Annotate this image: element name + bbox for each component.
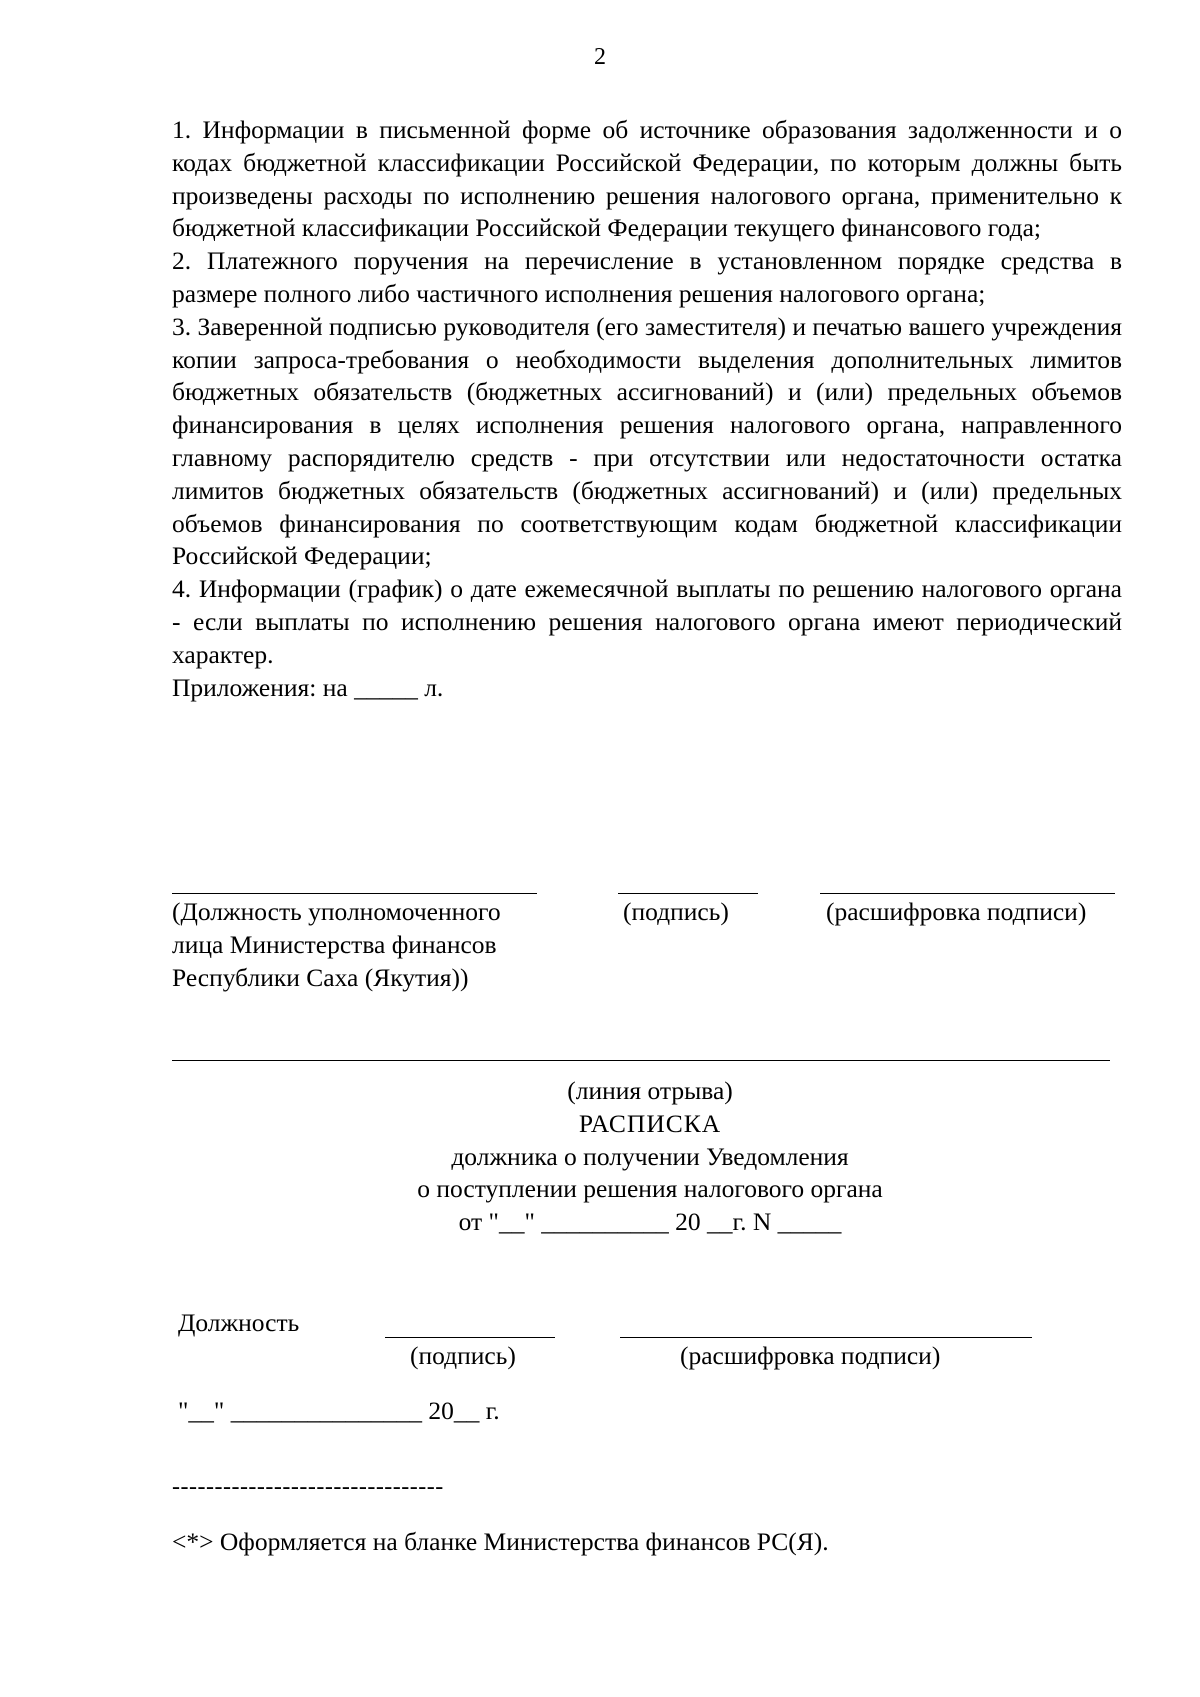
receipt-title: РАСПИСКА [578, 1108, 722, 1138]
position-label: Должность [178, 1308, 300, 1337]
position-caption: (Должность уполномоченного лица Министерства финансов Республики Саха (Якутия)) [172, 897, 501, 992]
receipt-block [0, 1075, 1200, 1239]
list-item-4: 4. Информации (график) о дате ежемесячной выплаты по решению налогового органа - если выплаты по исполнению решения налогового органа имеют периодический характер. [172, 574, 1122, 669]
signature-caption: (подпись) [623, 897, 729, 926]
decoding-signature-line [820, 893, 1115, 894]
footnote-separator: -------------------------------- [172, 1474, 444, 1500]
receipt-date-line-2: "__" _______________ 20__ г. [178, 1396, 500, 1425]
list-item-1: 1. Информации в письменной форме об источнике образования задолженности и о кодах бюджетной классификации Российской Федерации, по которым должны быть произведены расходы по исполнению решения налогового органа, применительно к бюджетной классификации Российской Федерации текущего финансового года; [172, 115, 1122, 243]
receipt-subtitle-line1: должника о получении Уведомления [451, 1141, 849, 1171]
cut-line [172, 1060, 1110, 1061]
page-number: 2 [594, 44, 606, 70]
receipt-signature-caption: (подпись) [410, 1341, 516, 1370]
receipt-date-line: от "__" __________ 20 __г. N _____ [458, 1207, 842, 1237]
appendix-line: Приложения: на _____ л. [172, 672, 444, 702]
footnote: <*> Оформляется на бланке Министерства финансов РС(Я). [172, 1527, 829, 1556]
receipt-decoding-line [620, 1337, 1032, 1338]
list-item-2: 2. Платежного поручения на перечисление в установленном порядке средства в размере полного либо частичного исполнения решения налогового органа; [172, 246, 1122, 308]
receipt-decoding-caption: (расшифровка подписи) [680, 1341, 941, 1370]
signature-line [618, 893, 758, 894]
position-signature-line [172, 893, 537, 894]
cut-line-label: (линия отрыва) [567, 1076, 733, 1105]
receipt-signature-line [385, 1337, 555, 1338]
list-item-3: 3. Заверенной подписью руководителя (его заместителя) и печатью вашего учреждения копии запроса-требования о необходимости выделения дополнительных лимитов бюджетных обязательств (бюджетных ассигнований) и (или) предельных объемов финансирования в целях исполнения решения налогового органа, направленного главному распорядителю средств - при отсутствии или недостаточности остатка лимитов бюджетных обязательств (бюджетных ассигнований) и (или) предельных объемов финансирования по соответствующим кодам бюджетной классификации Российской Федерации; [172, 311, 1122, 571]
decoding-caption: (расшифровка подписи) [826, 897, 1087, 926]
receipt-subtitle-line2: о поступлении решения налогового органа [417, 1174, 883, 1204]
document-body [172, 114, 1122, 704]
